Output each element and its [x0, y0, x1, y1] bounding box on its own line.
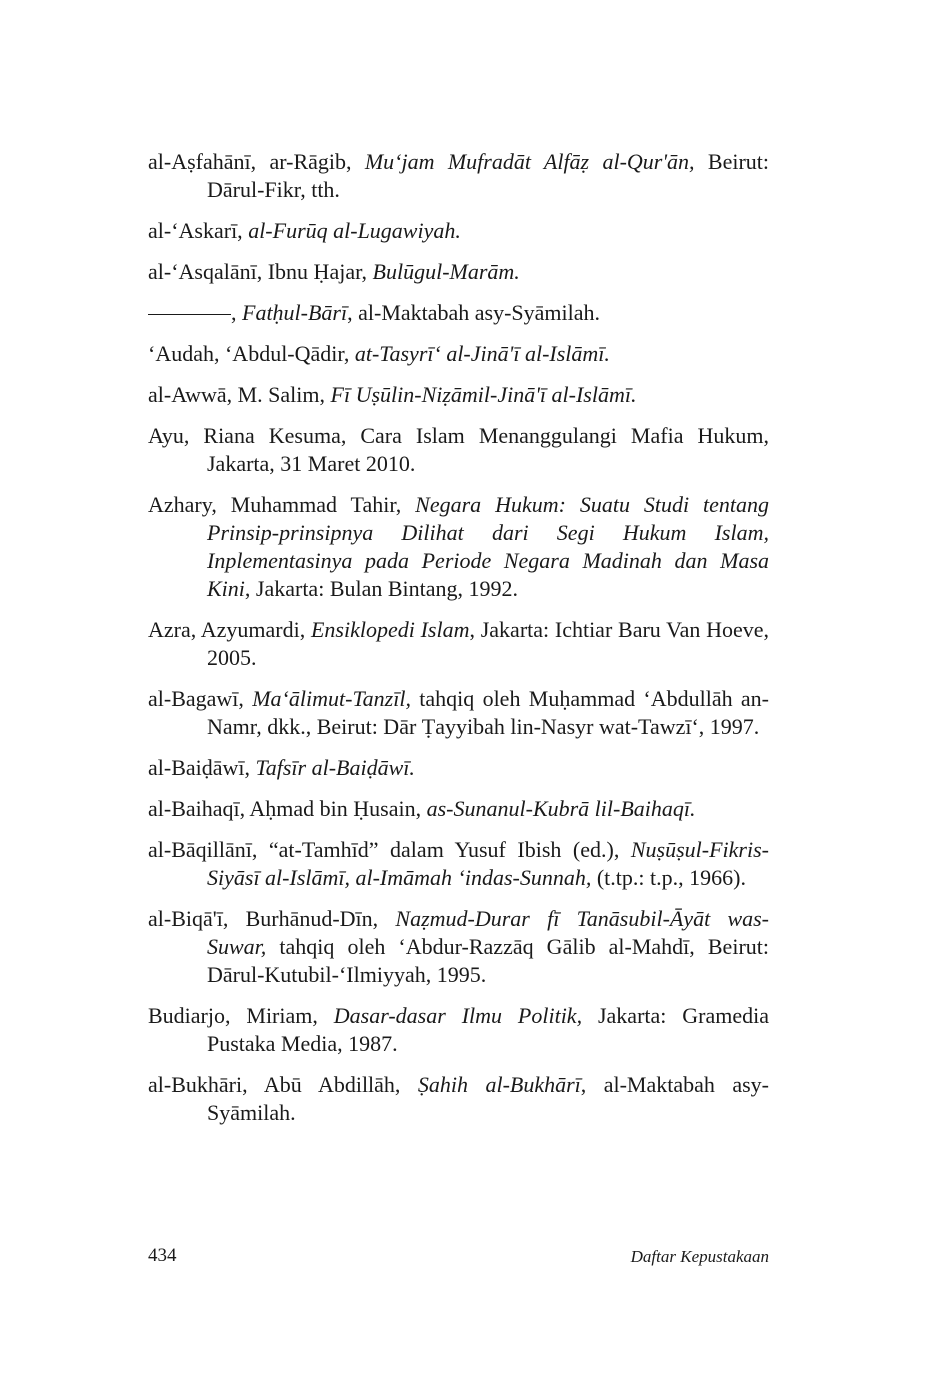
- reference-title: Nuṣūṣul-Fikris-Siyāsī al-Islāmī, al-Imāmah ‘indas-Sunnah,: [207, 837, 769, 890]
- reference-title: as-Sunanul-Kubrā lil-Baihaqī.: [426, 796, 696, 821]
- reference-text: al-Baiḍāwī,: [148, 755, 256, 780]
- reference-text: al-Bagawī,: [148, 686, 253, 711]
- reference-entry: [148, 381, 769, 409]
- reference-text: al-‘Asqalānī, Ibnu Ḥajar,: [148, 259, 373, 284]
- reference-title: al-Furūq al-Lugawiyah.: [248, 218, 461, 243]
- reference-text: al-Baihaqī, Aḥmad bin Ḥusain,: [148, 796, 427, 821]
- reference-entry: [148, 1002, 769, 1058]
- reference-entry: [148, 340, 769, 368]
- reference-title: Fatḥul-Bārī: [242, 300, 348, 325]
- reference-title: at-Tasyrī‘ al-Jinā'ī al-Islāmī.: [354, 341, 610, 366]
- reference-title: Naẓmud-Durar fī Tanāsubil-Āyāt was-Suwar,: [207, 906, 770, 959]
- reference-text: al-Biqā'ī, Burhānud-Dīn,: [148, 906, 396, 931]
- bibliography-list: [148, 148, 769, 1140]
- reference-title: Negara Hukum: Suatu Studi tentang Prinsip-prinsipnya Dilihat dari Segi Hukum Islam, Inplementasinya pada Periode Negara Madinah dan Masa Kini: [207, 492, 769, 601]
- reference-text: al-Awwā, M. Salim,: [148, 382, 331, 407]
- reference-text: tahqiq oleh ‘Abdur-Razzāq Gālib al-Mahdī, Beirut: Dārul-Kutubil-‘Ilmiyyah, 1995.: [207, 934, 769, 987]
- reference-title: Ensiklopedi Islam: [310, 617, 470, 642]
- reference-text: , al-Maktabah asy-Syāmilah.: [207, 1072, 770, 1125]
- reference-text: Jakarta: Gramedia Pustaka Media, 1987.: [207, 1003, 770, 1056]
- reference-title: Ṣahih al-Bukhārī: [417, 1072, 581, 1097]
- reference-text: Azra, Azyumardi,: [148, 617, 311, 642]
- reference-entry: [148, 299, 769, 327]
- page-footer: [148, 1245, 769, 1273]
- reference-text: al-Bāqillānī, “at-Tamhīd” dalam Yusuf Ibish (ed.),: [148, 837, 631, 862]
- reference-entry: [148, 148, 769, 204]
- reference-entry: [148, 491, 769, 603]
- reference-text: Budiarjo, Miriam,: [148, 1003, 334, 1028]
- reference-entry: [148, 754, 769, 782]
- ditto-line: [148, 313, 231, 315]
- reference-text: (t.tp.: t.p., 1966).: [591, 865, 746, 890]
- reference-text: Azhary, Muhammad Tahir,: [148, 492, 416, 517]
- reference-title: Dasar-dasar Ilmu Politik,: [333, 1003, 583, 1028]
- running-title: Daftar Kepustakaan: [630, 1247, 769, 1266]
- reference-entry: [148, 616, 769, 672]
- reference-entry: [148, 795, 769, 823]
- reference-text: ‘Audah, ‘Abdul-Qādir,: [148, 341, 355, 366]
- reference-entry: [148, 258, 769, 286]
- reference-title: Ma‘ālimut-Tanzīl,: [252, 686, 411, 711]
- reference-title: Mu‘jam Mufradāt Alfāẓ al-Qur'ān,: [364, 149, 695, 174]
- reference-text: al-Aṣfahānī, ar-Rāgib,: [148, 149, 365, 174]
- reference-text: , al-Maktabah asy-Syāmilah.: [347, 300, 601, 325]
- reference-text: al-‘Askarī,: [148, 218, 249, 243]
- reference-text: , Jakarta: Bulan Bintang, 1992.: [244, 576, 519, 601]
- reference-entry: [148, 685, 769, 741]
- reference-text: tahqiq oleh Muḥammad ‘Abdullāh an-Namr, dkk., Beirut: Dār Ṭayyibah lin-Nasyr wat-Tawzī‘, 1997.: [207, 686, 770, 739]
- reference-entry: [148, 217, 769, 245]
- reference-entry: [148, 905, 769, 989]
- reference-entry: [148, 1071, 769, 1127]
- reference-text: Beirut: Dārul-Fikr, tth.: [207, 149, 770, 202]
- reference-text: , Jakarta: Ichtiar Baru Van Hoeve, 2005.: [207, 617, 769, 670]
- page-number: 434: [148, 1245, 177, 1266]
- reference-text: Ayu, Riana Kesuma, Cara Islam Menanggulangi Mafia Hukum, Jakarta, 31 Maret 2010.: [148, 423, 769, 476]
- reference-title: Bulūgul-Marām.: [372, 259, 520, 284]
- reference-text: al-Bukhāri, Abū Abdillāh,: [148, 1072, 418, 1097]
- reference-title: Tafsīr al-Baiḍāwī.: [255, 755, 415, 780]
- reference-title: Fī Uṣūlin-Niẓāmil-Jinā'ī al-Islāmī.: [330, 382, 637, 407]
- reference-entry: [148, 836, 769, 892]
- reference-entry: [148, 422, 769, 478]
- reference-text: ,: [231, 300, 242, 325]
